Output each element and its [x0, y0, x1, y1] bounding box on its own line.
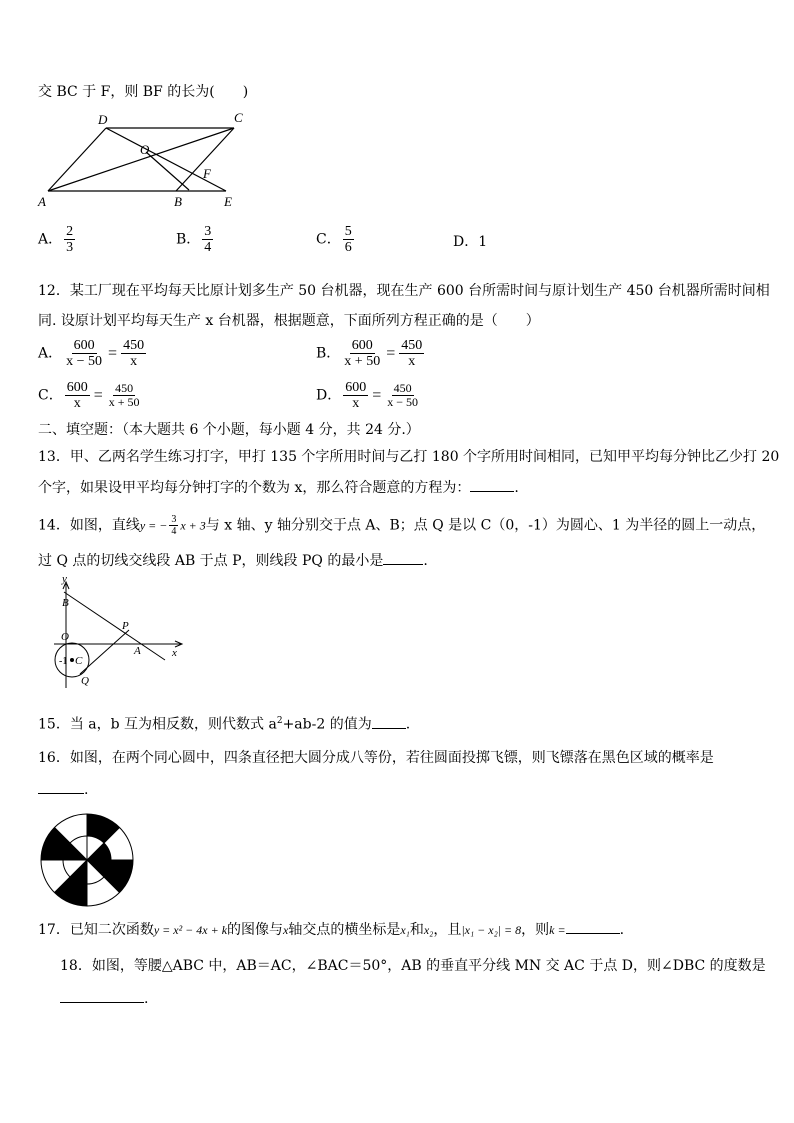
label-x: x — [172, 647, 177, 659]
q11-option-a[interactable]: A． $\frac{2}{3}$ — [38, 224, 74, 255]
q17-line: 17．已知二次函数y = x² − 4x + k的图像与x轴交点的横坐标是x₁和x₂，且|x₁ − x₂| = 8，则k = . — [38, 922, 625, 938]
label-B: B — [174, 194, 182, 209]
q12-line2: 同. 设原计划平均每天生产 x 台机器，根据题意，下面所列方程正确的是（ ） — [38, 313, 540, 329]
formula: y = x² − 4x + k — [153, 923, 228, 937]
answer-blank[interactable] — [566, 933, 620, 934]
q15-line: 15．当 a，b 互为相反数，则代数式 $a^2+ab-2$ 的值为 . — [38, 716, 411, 733]
fraction: $\frac{450}{x + 50}$ — [108, 381, 140, 409]
q11-option-b[interactable]: B． $\frac{3}{4}$ — [176, 224, 212, 255]
q18-line1: 18．如图，等腰△ABC 中，AB＝AC，∠BAC＝50°，AB 的垂直平分线 MN 交 AC 于点 D，则∠DBC 的度数是 — [60, 958, 766, 974]
q18-line2: . — [60, 990, 148, 1008]
fraction: $\frac{3}{4}$ — [171, 514, 177, 537]
label-C: C — [234, 110, 243, 125]
label-B: B — [62, 597, 69, 609]
q11-parallelogram-figure — [34, 108, 254, 210]
fraction: $\frac{600}{x}$ — [345, 380, 367, 411]
fraction: $\frac{600}{x - 50}$ — [66, 338, 103, 369]
label-y: y — [62, 574, 67, 585]
q14-line1: 14．如图，直线y = − $\frac{3}{4}$ x + 3与 x 轴、y 轴分别交于点 A、B；点 Q 是以 C（0，-1）为圆心、1 为半径的圆上一动点， — [38, 514, 766, 537]
answer-blank[interactable] — [383, 564, 423, 565]
formula: y = − — [139, 518, 168, 533]
section-heading: 二、填空题：（本大题共 6 个小题，每小题 4 分，共 24 分.） — [38, 422, 420, 438]
fraction: $\frac{600}{x + 50}$ — [344, 338, 381, 369]
q11-option-c[interactable]: C． $\frac{5}{6}$ — [316, 224, 352, 255]
q16-line1: 16．如图，在两个同心圆中，四条直径把大圆分成八等份，若往圆面投掷飞镖，则飞镖落在黑色区域的概率是 — [38, 750, 714, 766]
q12-option-b[interactable]: B． $\frac{600}{x + 50}$ = $\frac{450}{x}$ — [316, 338, 423, 369]
label-P: P — [122, 620, 129, 632]
label-minus1: -1 — [59, 656, 68, 667]
fraction: $\frac{450}{x}$ — [123, 338, 145, 369]
label-Q: Q — [81, 675, 89, 687]
answer-blank[interactable] — [60, 1002, 144, 1003]
fraction: $\frac{3}{4}$ — [204, 224, 212, 255]
q14-line2: 过 Q 点的切线交线段 AB 于点 P，则线段 PQ 的最小是 . — [38, 553, 428, 569]
answer-blank[interactable] — [38, 793, 84, 794]
fraction: $\frac{5}{6}$ — [344, 224, 352, 255]
q13-line2: 个字，如果设甲平均每分钟打字的个数为 x，那么符合题意的方程为： . — [38, 480, 519, 496]
label-D: D — [98, 112, 108, 127]
q13-line1: 13．甲、乙两名学生练习打字，甲打 135 个字所用时间与乙打 180 个字所用时间相同，已知甲平均每分钟比乙少打 20 — [38, 449, 780, 465]
q14-coordinate-figure — [50, 574, 190, 692]
fraction: $\frac{600}{x}$ — [66, 380, 88, 411]
q11-intro: 交 BC 于 F，则 BF 的长为( ) — [38, 84, 249, 100]
q16-line2: . — [38, 781, 88, 799]
q11-option-d[interactable]: D．1 — [453, 234, 488, 250]
label-C: C — [75, 655, 83, 667]
label-A: A — [38, 194, 46, 209]
fraction: $\frac{2}{3}$ — [66, 224, 74, 255]
label-O: O — [140, 142, 150, 157]
answer-blank[interactable] — [372, 728, 406, 729]
q12-option-a[interactable]: A． $\frac{600}{x - 50}$ = $\frac{450}{x}$ — [38, 338, 145, 369]
q12-option-d[interactable]: D． $\frac{600}{x}$ = $\frac{450}{x - 50}$ — [316, 380, 419, 411]
label-A: A — [134, 645, 141, 657]
fraction: $\frac{450}{x - 50}$ — [387, 381, 419, 409]
q12-line1: 12．某工厂现在平均每天比原计划多生产 50 台机器，现在生产 600 台所需时间与原计划生产 450 台机器所需时间相 — [38, 283, 770, 299]
label-O: O — [61, 631, 69, 643]
label-F: F — [203, 166, 211, 181]
label-E: E — [224, 194, 232, 209]
answer-blank[interactable] — [470, 491, 514, 492]
q12-option-c[interactable]: C． $\frac{600}{x}$ = $\frac{450}{x + 50}$ — [38, 380, 140, 411]
q16-target-figure — [38, 812, 136, 908]
fraction: $\frac{450}{x}$ — [401, 338, 423, 369]
